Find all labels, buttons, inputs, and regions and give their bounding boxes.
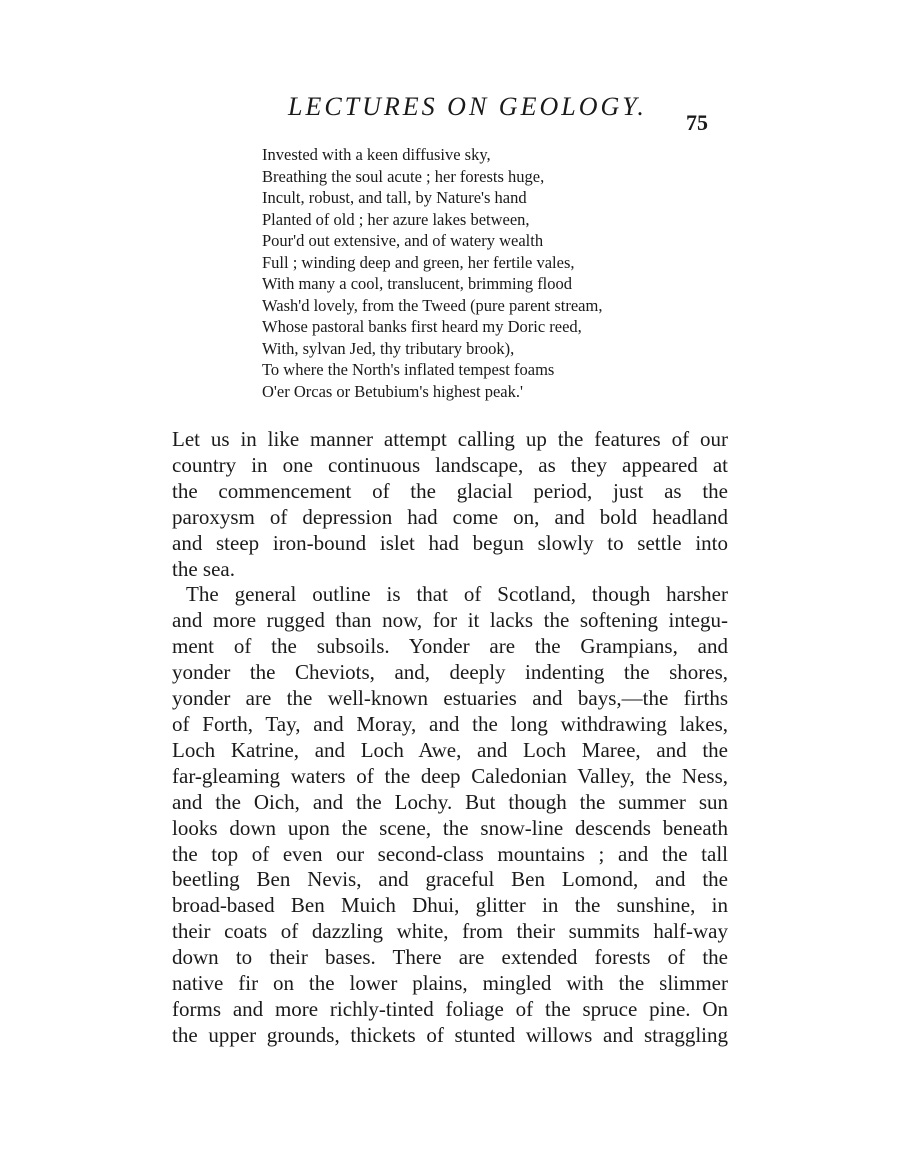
text-line: the upper grounds, thickets of stunted willows and straggling xyxy=(172,1022,728,1047)
text-line: ment of the subsoils. Yonder are the Grampians, and xyxy=(172,634,728,659)
verse-line: Incult, robust, and tall, by Nature's hand xyxy=(262,188,527,207)
running-title: LECTURES ON GEOLOGY. xyxy=(288,92,647,121)
text-line: paroxysm of depression had come on, and bold headland xyxy=(172,504,728,529)
text-line: Let us in like manner attempt calling up the features of our xyxy=(172,427,728,451)
verse-quotation xyxy=(262,144,722,402)
text-line: the sea. xyxy=(172,556,235,581)
text-line: far-gleaming waters of the deep Caledonian Valley, the Ness, xyxy=(172,763,728,788)
verse-line: With many a cool, translucent, brimming flood xyxy=(262,274,573,293)
paragraph xyxy=(172,582,728,1048)
verse-line: To where the North's inflated tempest foams xyxy=(262,360,555,379)
text-line: looks down upon the scene, the snow-line descends beneath xyxy=(172,815,728,840)
text-line: broad-based Ben Muich Dhui, glitter in the sunshine, in xyxy=(172,893,728,918)
verse-line: Full ; winding deep and green, her fertile vales, xyxy=(262,252,575,272)
text-line: yonder the Cheviots, and, deeply indenting the shores, xyxy=(172,660,728,685)
page-number: 75 xyxy=(686,110,708,135)
text-line: Loch Katrine, and Loch Awe, and Loch Maree, and the xyxy=(172,737,728,762)
verse-line: Invested with a keen diffusive sky, xyxy=(262,145,491,164)
text-line: native fir on the lower plains, mingled with the slimmer xyxy=(172,971,728,996)
text-line: and the Oich, and the Lochy. But though the summer sun xyxy=(172,789,728,814)
text-line: country in one continuous landscape, as they appeared at xyxy=(172,452,728,477)
text-line: yonder are the well-known estuaries and bays,—the firths xyxy=(172,686,728,711)
body-text xyxy=(172,427,728,1049)
text-line: forms and more richly-tinted foliage of the spruce pine. On xyxy=(172,996,728,1021)
running-head xyxy=(0,92,900,135)
text-line: the commencement of the glacial period, just as the xyxy=(172,478,728,503)
text-line: of Forth, Tay, and Moray, and the long withdrawing lakes, xyxy=(172,711,728,736)
verse-line: Pour'd out extensive, and of watery wealth xyxy=(262,231,544,250)
verse-line: Wash'd lovely, from the Tweed (pure parent stream, xyxy=(262,295,603,315)
verse-line: O'er Orcas or Betubium's highest peak.' xyxy=(262,381,523,401)
text-line: down to their bases. There are extended forests of the xyxy=(172,945,728,970)
verse-line: With, sylvan Jed, thy tributary brook), xyxy=(262,338,515,358)
text-line: The general outline is that of Scotland, though harsher xyxy=(186,582,728,607)
verse-line: Whose pastoral banks first heard my Doric reed, xyxy=(262,317,582,336)
verse-line: Breathing the soul acute ; her forests huge, xyxy=(262,166,545,186)
paragraph xyxy=(172,427,728,582)
verse-line: Planted of old ; her azure lakes between, xyxy=(262,209,530,229)
text-line: the top of even our second-class mountains ; and the tall xyxy=(172,841,728,866)
text-line: and more rugged than now, for it lacks the softening integu- xyxy=(172,608,728,633)
text-line: and steep iron-bound islet had begun slowly to settle into xyxy=(172,530,728,555)
text-line: their coats of dazzling white, from their summits half-way xyxy=(172,919,728,944)
text-line: beetling Ben Nevis, and graceful Ben Lomond, and the xyxy=(172,867,728,892)
